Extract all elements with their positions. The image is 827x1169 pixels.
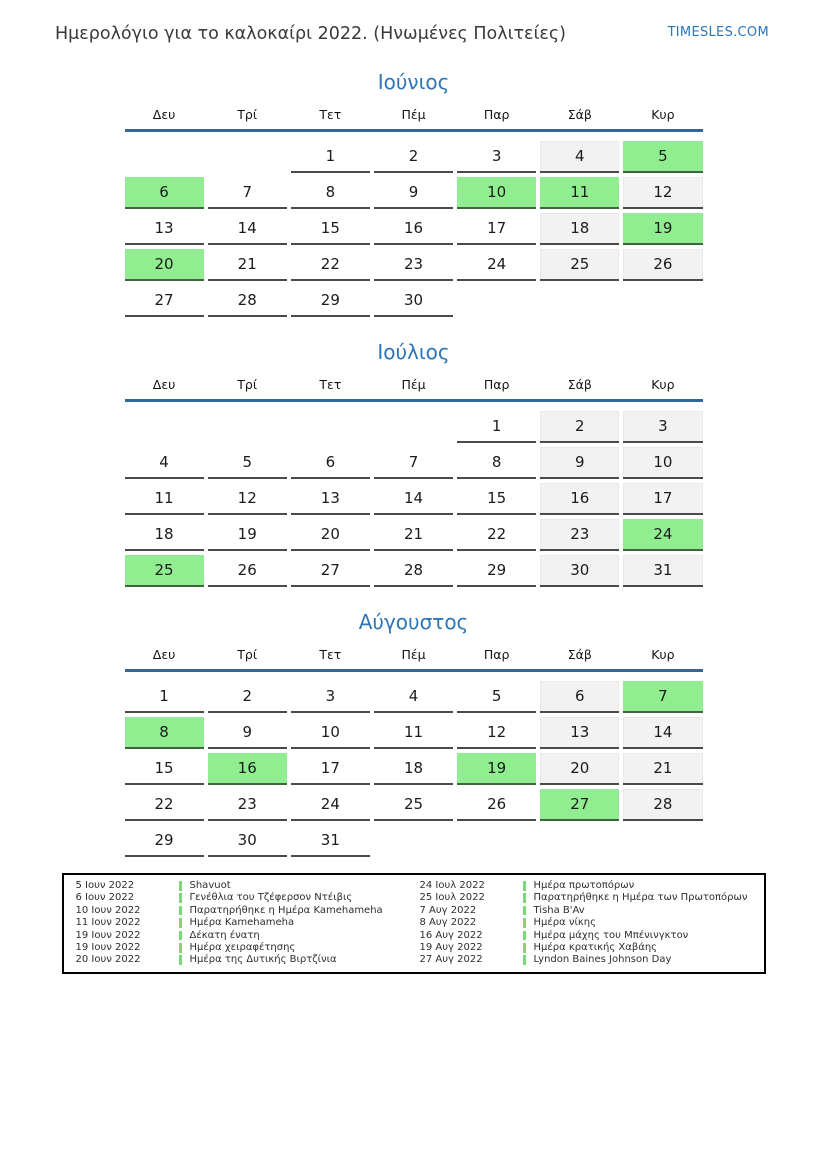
day-cell-empty <box>125 411 204 443</box>
day-cell: 30 <box>374 285 453 317</box>
day-grid <box>125 141 703 317</box>
month-title: Ιούλιος <box>377 340 450 364</box>
header-rule <box>125 669 703 672</box>
weekday-label: Πέμ <box>401 647 426 662</box>
day-cell: 15 <box>125 753 204 785</box>
weekday-label: Δευ <box>152 377 176 392</box>
day-cell: 29 <box>457 555 536 587</box>
weekday-label: Σάβ <box>567 647 592 662</box>
day-cell: 7 <box>208 177 287 209</box>
holiday-legend <box>62 873 766 974</box>
day-cell: 27 <box>125 285 204 317</box>
day-cell: 2 <box>208 681 287 713</box>
weekday-label: Κυρ <box>651 107 675 122</box>
weekday-label: Παρ <box>483 647 510 662</box>
weekday-label: Παρ <box>483 377 510 392</box>
month-title: Αύγουστος <box>358 610 469 634</box>
month-section <box>125 71 703 317</box>
weekday-label: Δευ <box>152 647 176 662</box>
day-cell: 1 <box>291 141 370 173</box>
legend-entry <box>420 942 758 954</box>
weekday-label: Δευ <box>152 107 176 122</box>
weekday-label: Τρί <box>237 647 258 662</box>
day-cell: 7 <box>374 447 453 479</box>
day-cell: 17 <box>457 213 536 245</box>
day-cell: 5 <box>208 447 287 479</box>
day-cell: 6 <box>125 177 204 209</box>
legend-holiday-name: Ημέρα χειραφέτησης <box>189 942 296 954</box>
day-cell: 4 <box>540 141 619 173</box>
legend-holiday-name: Παρατηρήθηκε η Ημέρα Kamehameha <box>189 904 383 916</box>
day-cell: 1 <box>125 681 204 713</box>
month-section <box>125 341 703 587</box>
day-cell: 3 <box>291 681 370 713</box>
day-cell: 28 <box>623 789 702 821</box>
day-cell: 5 <box>457 681 536 713</box>
legend-date: 20 Ιουν 2022 <box>75 954 141 966</box>
weekday-label: Παρ <box>483 107 510 122</box>
day-cell: 30 <box>208 825 287 857</box>
day-cell: 22 <box>125 789 204 821</box>
day-cell: 23 <box>208 789 287 821</box>
day-cell: 25 <box>125 555 204 587</box>
day-cell: 26 <box>208 555 287 587</box>
day-cell: 12 <box>457 717 536 749</box>
day-cell: 15 <box>291 213 370 245</box>
legend-holiday-name: Shavuot <box>189 880 231 891</box>
day-cell: 4 <box>125 447 204 479</box>
day-cell: 12 <box>623 177 702 209</box>
day-cell-empty <box>623 285 702 317</box>
page-header <box>0 0 827 47</box>
day-cell: 19 <box>208 519 287 551</box>
day-cell: 13 <box>291 483 370 515</box>
legend-color-bar <box>523 918 526 928</box>
day-cell: 7 <box>623 681 702 713</box>
day-cell: 19 <box>623 213 702 245</box>
legend-date: 10 Ιουν 2022 <box>75 904 141 916</box>
day-cell-empty <box>208 411 287 443</box>
legend-date: 5 Ιουν 2022 <box>75 880 135 891</box>
day-cell: 14 <box>208 213 287 245</box>
legend-color-bar <box>179 893 182 903</box>
legend-date: 11 Ιουν 2022 <box>75 917 141 929</box>
legend-holiday-name: Tisha B'Av <box>533 904 585 916</box>
day-cell: 20 <box>540 753 619 785</box>
legend-date: 16 Αυγ 2022 <box>419 929 483 941</box>
legend-color-bar <box>523 943 526 953</box>
day-cell: 5 <box>623 141 702 173</box>
day-cell-empty <box>125 141 204 173</box>
day-cell: 14 <box>623 717 702 749</box>
day-cell: 8 <box>291 177 370 209</box>
legend-date: 7 Αυγ 2022 <box>419 904 477 916</box>
day-cell: 26 <box>457 789 536 821</box>
day-cell: 20 <box>291 519 370 551</box>
day-cell-empty <box>374 825 453 857</box>
legend-entry <box>76 954 414 966</box>
day-cell: 1 <box>457 411 536 443</box>
day-cell: 17 <box>291 753 370 785</box>
day-cell: 8 <box>457 447 536 479</box>
page-title: Ημερολόγιο για το καλοκαίρι 2022. (Ηνωμένες Πολιτείες) <box>55 24 566 44</box>
day-cell: 25 <box>540 249 619 281</box>
weekday-label: Σάβ <box>567 107 592 122</box>
day-cell-empty <box>291 411 370 443</box>
weekday-label: Πέμ <box>401 107 426 122</box>
legend-entry <box>76 917 414 929</box>
legend-column <box>70 880 414 967</box>
day-cell: 18 <box>540 213 619 245</box>
day-cell: 3 <box>623 411 702 443</box>
legend-entry <box>76 942 414 954</box>
day-cell: 6 <box>291 447 370 479</box>
day-cell: 20 <box>125 249 204 281</box>
day-cell: 17 <box>623 483 702 515</box>
weekday-label: Κυρ <box>651 647 675 662</box>
legend-holiday-name: Ημέρα Kamehameha <box>189 917 295 929</box>
weekday-label: Πέμ <box>401 377 426 392</box>
legend-date: 19 Αυγ 2022 <box>419 942 483 954</box>
day-cell: 12 <box>208 483 287 515</box>
day-cell: 27 <box>540 789 619 821</box>
day-grid <box>125 681 703 857</box>
day-cell-empty <box>623 825 702 857</box>
legend-holiday-name: Ημέρα κρατικής Χαβάης <box>533 942 658 954</box>
legend-holiday-name: Δέκατη ένατη <box>189 929 260 941</box>
legend-holiday-name: Ημέρα νίκης <box>533 917 596 929</box>
weekday-label: Σάβ <box>567 377 592 392</box>
legend-holiday-name: Ημέρα πρωτοπόρων <box>533 880 635 891</box>
legend-color-bar <box>523 906 526 916</box>
day-cell: 14 <box>374 483 453 515</box>
legend-holiday-name: Ημέρα μάχης του Μπένινγκτον <box>533 929 689 941</box>
day-cell: 16 <box>374 213 453 245</box>
day-cell: 3 <box>457 141 536 173</box>
weekday-header-row <box>125 377 703 393</box>
weekday-label: Τετ <box>319 377 342 392</box>
day-grid <box>125 411 703 587</box>
day-cell: 26 <box>623 249 702 281</box>
day-cell: 6 <box>540 681 619 713</box>
weekday-label: Τρί <box>237 107 258 122</box>
day-cell-empty <box>457 285 536 317</box>
legend-entry <box>420 930 758 942</box>
day-cell: 29 <box>291 285 370 317</box>
weekday-label: Τετ <box>319 107 342 122</box>
day-cell: 2 <box>540 411 619 443</box>
day-cell: 4 <box>374 681 453 713</box>
legend-color-bar <box>179 906 182 916</box>
day-cell: 10 <box>623 447 702 479</box>
day-cell: 23 <box>374 249 453 281</box>
day-cell: 2 <box>374 141 453 173</box>
legend-color-bar <box>523 881 526 891</box>
day-cell: 16 <box>540 483 619 515</box>
header-rule <box>125 129 703 132</box>
day-cell: 21 <box>208 249 287 281</box>
legend-color-bar <box>523 931 526 941</box>
month-title: Ιούνιος <box>377 70 450 94</box>
legend-entry <box>76 880 414 892</box>
day-cell: 10 <box>457 177 536 209</box>
legend-entry <box>420 892 758 904</box>
weekday-header-row <box>125 647 703 663</box>
legend-date: 19 Ιουν 2022 <box>75 929 141 941</box>
legend-date: 24 Ιουλ 2022 <box>419 880 485 891</box>
day-cell-empty <box>374 411 453 443</box>
weekday-header-row <box>125 107 703 123</box>
legend-entry <box>420 917 758 929</box>
legend-color-bar <box>179 881 182 891</box>
legend-date: 6 Ιουν 2022 <box>75 892 135 904</box>
day-cell: 24 <box>291 789 370 821</box>
legend-color-bar <box>179 955 182 965</box>
day-cell: 9 <box>540 447 619 479</box>
day-cell: 9 <box>208 717 287 749</box>
day-cell: 19 <box>457 753 536 785</box>
day-cell: 21 <box>374 519 453 551</box>
day-cell: 31 <box>291 825 370 857</box>
day-cell: 8 <box>125 717 204 749</box>
day-cell: 23 <box>540 519 619 551</box>
legend-entry <box>76 930 414 942</box>
day-cell: 11 <box>374 717 453 749</box>
legend-holiday-name: Ημέρα της Δυτικής Βιρτζίνια <box>189 954 337 966</box>
day-cell: 28 <box>208 285 287 317</box>
day-cell: 21 <box>623 753 702 785</box>
header-rule <box>125 399 703 402</box>
legend-color-bar <box>179 931 182 941</box>
brand-link[interactable]: TIMESLES.COM <box>667 25 769 40</box>
day-cell: 22 <box>291 249 370 281</box>
day-cell: 13 <box>125 213 204 245</box>
legend-color-bar <box>523 955 526 965</box>
legend-entry <box>420 954 758 966</box>
legend-entry <box>420 880 758 892</box>
day-cell: 27 <box>291 555 370 587</box>
day-cell: 31 <box>623 555 702 587</box>
day-cell-empty <box>540 285 619 317</box>
legend-date: 25 Ιουλ 2022 <box>419 892 485 904</box>
day-cell: 28 <box>374 555 453 587</box>
day-cell: 9 <box>374 177 453 209</box>
day-cell: 18 <box>125 519 204 551</box>
day-cell: 29 <box>125 825 204 857</box>
legend-color-bar <box>179 918 182 928</box>
legend-color-bar <box>179 943 182 953</box>
day-cell: 11 <box>540 177 619 209</box>
months-container <box>0 71 827 857</box>
day-cell: 22 <box>457 519 536 551</box>
legend-date: 8 Αυγ 2022 <box>419 917 477 929</box>
weekday-label: Τρί <box>237 377 258 392</box>
weekday-label: Κυρ <box>651 377 675 392</box>
day-cell-empty <box>457 825 536 857</box>
day-cell: 24 <box>457 249 536 281</box>
legend-holiday-name: Γενέθλια του Τζέφερσον Ντέιβις <box>189 892 353 904</box>
day-cell: 15 <box>457 483 536 515</box>
day-cell: 11 <box>125 483 204 515</box>
legend-entry <box>76 905 414 917</box>
day-cell: 24 <box>623 519 702 551</box>
day-cell: 30 <box>540 555 619 587</box>
legend-holiday-name: Lyndon Baines Johnson Day <box>533 954 672 966</box>
day-cell: 13 <box>540 717 619 749</box>
day-cell-empty <box>208 141 287 173</box>
day-cell: 16 <box>208 753 287 785</box>
day-cell: 18 <box>374 753 453 785</box>
legend-column <box>414 880 758 967</box>
legend-entry <box>420 905 758 917</box>
legend-date: 19 Ιουν 2022 <box>75 942 141 954</box>
legend-entry <box>76 892 414 904</box>
day-cell-empty <box>540 825 619 857</box>
day-cell: 10 <box>291 717 370 749</box>
weekday-label: Τετ <box>319 647 342 662</box>
month-section <box>125 611 703 857</box>
legend-date: 27 Αυγ 2022 <box>419 954 483 966</box>
day-cell: 25 <box>374 789 453 821</box>
legend-holiday-name: Παρατηρήθηκε η Ημέρα των Πρωτοπόρων <box>533 892 748 904</box>
legend-color-bar <box>523 893 526 903</box>
